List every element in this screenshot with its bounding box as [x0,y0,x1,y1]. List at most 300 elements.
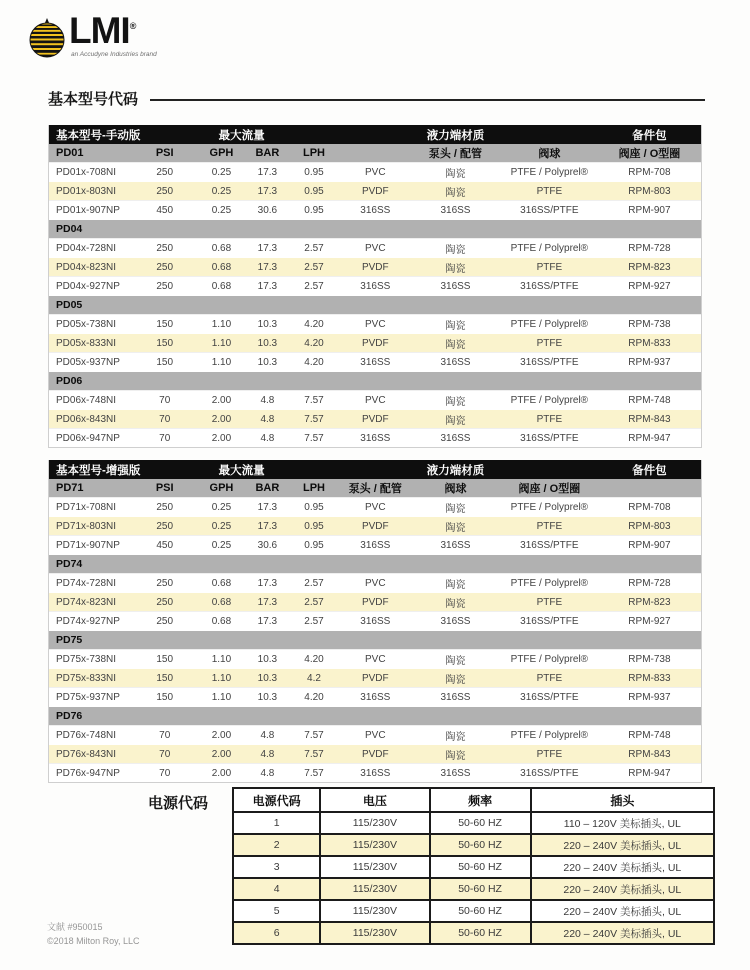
power-code-section-label: 电源代码 [148,795,209,812]
column-header: GPH [209,147,234,159]
model-cell: RPM-748 [628,729,671,741]
model-table-enhanced [48,460,702,783]
power-cell: 110 – 120V 美标插头, UL [531,812,714,834]
model-cell: RPM-843 [628,748,671,760]
model-cell: 陶瓷 [445,750,466,762]
model-cell: PTFE / Polyprel® [510,394,589,406]
model-cell: 7.57 [304,413,324,425]
model-number: PD01x-708NI [56,166,117,178]
model-cell: 316SS [360,204,391,216]
model-cell: 2.57 [304,577,324,589]
model-row [49,763,701,782]
model-number: PD71x-708NI [56,501,117,513]
model-cell: 7.57 [304,394,324,406]
model-cell: 17.3 [257,242,278,254]
model-cell: RPM-738 [628,318,671,330]
document-number: 文献 #950015 [47,922,103,932]
model-cell: RPM-907 [628,539,671,551]
series-label: PD75 [56,634,83,646]
model-cell: 7.57 [304,729,324,741]
model-cell: 30.6 [257,204,278,216]
model-cell: 2.00 [211,748,232,760]
model-cell: RPM-833 [628,672,671,684]
model-cell: PTFE / Polyprel® [510,501,589,513]
series-section-row [49,706,701,725]
series-label: PD74 [56,558,83,570]
power-cell: 220 – 240V 美标插头, UL [531,856,714,878]
model-cell: 250 [156,166,174,178]
model-cell: RPM-823 [628,261,671,273]
power-row [233,900,714,922]
model-cell: 2.57 [304,242,324,254]
model-cell: 1.10 [211,672,232,684]
model-number: PD06x-843NI [56,413,117,425]
model-cell: 0.95 [304,185,324,197]
model-cell: PTFE [536,520,563,532]
section-heading [48,88,705,109]
column-header: GPH [209,482,234,494]
model-cell: 17.3 [257,596,278,608]
model-cell: 17.3 [257,280,278,292]
model-cell: 250 [156,280,174,292]
model-cell: RPM-708 [628,166,671,178]
registered-trademark-mark: ® [129,21,137,31]
model-cell: 17.3 [257,261,278,273]
model-cell: 0.25 [211,185,232,197]
column-header: PSI [155,147,174,159]
group-header-model: 基本型号-增强版 [56,464,141,477]
model-cell: PVC [365,501,386,513]
model-cell: PVC [365,394,386,406]
model-table-manual [48,125,702,448]
model-cell: RPM-947 [628,432,671,444]
power-row [233,922,714,944]
model-cell: 2.00 [211,432,232,444]
model-cell: 陶瓷 [445,503,466,515]
series-section-row [49,371,701,390]
model-cell: PVC [365,242,386,254]
model-cell: 10.3 [257,337,278,349]
model-number: PD04x-823NI [56,261,117,273]
power-cell: 115/230V [320,922,429,944]
model-row [49,611,701,630]
model-cell: PVC [365,577,386,589]
model-cell: 316SS [440,280,471,292]
model-cell: 150 [156,653,174,665]
model-cell: RPM-927 [628,615,671,627]
model-cell: 4.20 [304,691,324,703]
model-row [49,516,701,535]
model-cell: RPM-748 [628,394,671,406]
model-row [49,497,701,516]
power-column-header: 电源代码 [233,788,320,812]
model-cell: 0.68 [211,577,232,589]
model-number: PD76x-843NI [56,748,117,760]
model-row [49,314,701,333]
model-row [49,649,701,668]
model-cell: 1.10 [211,356,232,368]
model-cell: 4.2 [307,672,321,684]
model-cell: RPM-927 [628,280,671,292]
column-header: 阀球 [538,148,561,160]
lmi-globe-icon [28,18,66,58]
power-row [233,878,714,900]
model-cell: PVDF [361,185,389,197]
model-cell: 4.8 [260,767,275,779]
model-number: PD75x-738NI [56,653,117,665]
model-row [49,535,701,554]
power-column-header: 插头 [531,788,714,812]
group-header-wet-end-material: 液力端材质 [426,129,485,142]
table-group-header-row [49,460,701,479]
model-cell: 0.25 [211,520,232,532]
model-cell: RPM-937 [628,691,671,703]
model-cell: 316SS [440,691,471,703]
model-row [49,238,701,257]
model-cell: 316SS [360,767,391,779]
model-cell: PTFE [536,261,563,273]
model-cell: 316SS [360,280,391,292]
model-cell: PTFE / Polyprel® [510,653,589,665]
model-cell: 316SS/PTFE [520,204,579,216]
power-cell: 50-60 HZ [430,922,531,944]
model-number: PD05x-738NI [56,318,117,330]
model-cell: PTFE [536,185,563,197]
power-cell: 1 [233,812,320,834]
model-cell: 4.8 [260,729,275,741]
model-cell: 10.3 [257,356,278,368]
model-cell: RPM-708 [628,501,671,513]
model-row [49,573,701,592]
model-cell: 316SS [440,767,471,779]
power-cell: 115/230V [320,856,429,878]
model-cell: 陶瓷 [445,339,466,351]
model-cell: 2.57 [304,615,324,627]
power-cell: 4 [233,878,320,900]
model-cell: 陶瓷 [445,655,466,667]
model-cell: 0.25 [211,501,232,513]
model-cell: 4.8 [260,394,275,406]
model-cell: 70 [159,394,171,406]
model-number: PD01x-803NI [56,185,117,197]
model-cell: 10.3 [257,653,278,665]
model-cell: PVC [365,729,386,741]
model-cell: 316SS/PTFE [520,356,579,368]
model-cell: 70 [159,729,171,741]
model-cell: 150 [156,356,174,368]
model-cell: PTFE [536,748,563,760]
series-label: PD04 [56,223,83,235]
model-cell: 陶瓷 [445,320,466,332]
model-cell: PTFE / Polyprel® [510,729,589,741]
power-cell: 220 – 240V 美标插头, UL [531,922,714,944]
power-cell: 50-60 HZ [430,878,531,900]
model-number: PD74x-823NI [56,596,117,608]
model-cell: PTFE [536,413,563,425]
model-cell: 10.3 [257,691,278,703]
model-cell: PVDF [361,520,389,532]
table-column-header-row [49,144,701,162]
power-cell: 115/230V [320,834,429,856]
model-cell: PVC [365,318,386,330]
model-row [49,687,701,706]
power-cell: 50-60 HZ [430,834,531,856]
model-cell: 0.95 [304,501,324,513]
model-cell: RPM-823 [628,596,671,608]
model-number: PD05x-833NI [56,337,117,349]
model-cell: RPM-947 [628,767,671,779]
model-cell: PTFE [536,337,563,349]
model-row [49,162,701,181]
column-header: BAR [255,147,280,159]
model-cell: 4.20 [304,653,324,665]
model-cell: 2.57 [304,280,324,292]
model-cell: 1.10 [211,691,232,703]
model-cell: PVC [365,166,386,178]
model-number: PD06x-947NP [56,432,120,444]
model-number: PD06x-748NI [56,394,117,406]
model-cell: 316SS/PTFE [520,615,579,627]
power-cell: 115/230V [320,900,429,922]
series-section-row [49,630,701,649]
power-cell: 220 – 240V 美标插头, UL [531,900,714,922]
model-cell: RPM-833 [628,337,671,349]
model-number: PD04x-927NP [56,280,120,292]
model-cell: 250 [156,501,174,513]
model-cell: 陶瓷 [445,731,466,743]
model-cell: RPM-937 [628,356,671,368]
column-header: 泵头 / 配管 [348,483,402,495]
column-header: 泵头 / 配管 [428,148,483,160]
model-cell: RPM-803 [628,520,671,532]
model-cell: 2.00 [211,394,232,406]
model-cell: 17.3 [257,520,278,532]
series-section-row [49,219,701,238]
series-label: PD06 [56,375,83,387]
table-column-header-row [49,479,701,497]
model-cell: 250 [156,242,174,254]
model-cell: 150 [156,337,174,349]
model-cell: RPM-728 [628,242,671,254]
model-cell: 316SS [360,432,391,444]
power-column-header: 电压 [320,788,429,812]
series-label: PD05 [56,299,83,311]
model-cell: 250 [156,577,174,589]
model-cell: 陶瓷 [445,396,466,408]
model-cell: 10.3 [257,672,278,684]
model-cell: PTFE / Polyprel® [510,166,589,178]
model-cell: 316SS [440,204,471,216]
model-cell: 2.57 [304,596,324,608]
model-cell: PTFE [536,596,563,608]
model-cell: 陶瓷 [445,522,466,534]
column-header: 阀球 [444,483,467,495]
model-cell: 0.25 [211,539,232,551]
model-cell: 250 [156,596,174,608]
model-cell: RPM-803 [628,185,671,197]
model-cell: 17.3 [257,577,278,589]
logo-brand-text: LMI [69,10,130,51]
series-section-row [49,554,701,573]
column-header: 阀座 / O型圈 [518,483,581,495]
model-number: PD76x-947NP [56,767,120,779]
model-row [49,409,701,428]
model-cell: 150 [156,672,174,684]
model-cell: RPM-728 [628,577,671,589]
power-cell: 50-60 HZ [430,812,531,834]
model-cell: 4.8 [260,748,275,760]
model-cell: 0.68 [211,596,232,608]
model-cell: 4.8 [260,432,275,444]
group-header-wet-end-material: 液力端材质 [426,464,485,477]
power-row [233,834,714,856]
model-cell: 450 [156,204,174,216]
model-cell: 316SS [360,539,391,551]
series-label: PD76 [56,710,83,722]
model-cell: 2.57 [304,261,324,273]
group-header-max-flow: 最大流量 [218,129,265,142]
model-cell: 7.57 [304,432,324,444]
model-cell: 250 [156,185,174,197]
model-cell: 7.57 [304,748,324,760]
copyright-notice: ©2018 Milton Roy, LLC [47,935,140,946]
model-number: PD74x-728NI [56,577,117,589]
model-cell: 316SS [360,615,391,627]
model-row [49,276,701,295]
series-section-row [49,295,701,314]
model-cell: 1.10 [211,337,232,349]
model-cell: 250 [156,520,174,532]
model-cell: 450 [156,539,174,551]
power-code-table [232,787,715,945]
model-row [49,744,701,763]
model-cell: 316SS/PTFE [520,280,579,292]
model-cell: PTFE / Polyprel® [510,318,589,330]
model-cell: 4.20 [304,337,324,349]
model-number: PD74x-927NP [56,615,120,627]
model-cell: 陶瓷 [445,579,466,591]
page-title: 基本型号代码 [48,91,139,108]
model-cell: 316SS/PTFE [520,432,579,444]
power-cell: 3 [233,856,320,878]
group-header-spare-kit: 备件包 [632,464,667,477]
model-cell: 17.3 [257,501,278,513]
model-number: PD05x-937NP [56,356,120,368]
model-cell: PTFE / Polyprel® [510,242,589,254]
model-cell: RPM-738 [628,653,671,665]
model-cell: PVDF [361,748,389,760]
model-cell: 2.00 [211,729,232,741]
model-cell: PTFE [536,672,563,684]
power-cell: 50-60 HZ [430,856,531,878]
model-cell: 2.00 [211,767,232,779]
model-cell: PVDF [361,413,389,425]
model-cell: 17.3 [257,615,278,627]
model-cell: PVC [365,653,386,665]
model-number: PD01x-907NP [56,204,120,216]
model-cell: 0.95 [304,520,324,532]
model-cell: 1.10 [211,318,232,330]
model-cell: 7.57 [304,767,324,779]
group-header-max-flow: 最大流量 [218,464,265,477]
column-header: 阀座 / O型圈 [618,148,681,160]
power-header-row [233,788,714,812]
model-cell: 陶瓷 [445,244,466,256]
model-cell: 陶瓷 [445,598,466,610]
model-cell: 316SS [440,539,471,551]
model-cell: 0.68 [211,280,232,292]
power-cell: 5 [233,900,320,922]
model-cell: 陶瓷 [445,674,466,686]
model-cell: 4.8 [260,413,275,425]
model-cell: PVDF [361,672,389,684]
model-cell: 0.95 [304,539,324,551]
column-header: PD01 [56,147,84,159]
model-number: PD75x-833NI [56,672,117,684]
model-cell: 0.68 [211,242,232,254]
power-cell: 6 [233,922,320,944]
column-header: LPH [303,147,325,159]
column-header: BAR [255,482,280,494]
model-row [49,200,701,219]
model-row [49,668,701,687]
model-cell: 250 [156,261,174,273]
group-header-spare-kit: 备件包 [632,129,667,142]
power-row [233,856,714,878]
model-row [49,352,701,371]
model-cell: 150 [156,691,174,703]
model-cell: 17.3 [257,166,278,178]
model-cell: 17.3 [257,185,278,197]
logo-tagline: an Accudyne Industries brand [71,51,157,58]
power-cell: 115/230V [320,812,429,834]
power-cell: 2 [233,834,320,856]
page-footer [47,921,140,948]
model-row [49,428,701,447]
model-cell: 0.25 [211,204,232,216]
model-cell: 4.20 [304,356,324,368]
model-cell: 2.00 [211,413,232,425]
model-number: PD76x-748NI [56,729,117,741]
model-cell: RPM-907 [628,204,671,216]
power-column-header: 频率 [430,788,531,812]
model-row [49,181,701,200]
model-number: PD04x-728NI [56,242,117,254]
model-cell: 10.3 [257,318,278,330]
model-cell: 0.95 [304,204,324,216]
model-number: PD71x-907NP [56,539,120,551]
model-row [49,390,701,409]
model-cell: 陶瓷 [445,415,466,427]
model-row [49,333,701,352]
model-row [49,592,701,611]
model-cell: 316SS/PTFE [520,539,579,551]
column-header: PD71 [56,482,84,494]
model-cell: 30.6 [257,539,278,551]
model-cell: 316SS [440,615,471,627]
power-row [233,812,714,834]
power-cell: 50-60 HZ [430,900,531,922]
column-header: PSI [155,482,174,494]
model-cell: PVDF [361,261,389,273]
model-cell: 0.68 [211,615,232,627]
model-cell: RPM-843 [628,413,671,425]
model-cell: 0.25 [211,166,232,178]
group-header-model: 基本型号-手动版 [56,129,141,142]
title-rule [150,99,705,101]
model-cell: 70 [159,767,171,779]
model-cell: 316SS [440,432,471,444]
